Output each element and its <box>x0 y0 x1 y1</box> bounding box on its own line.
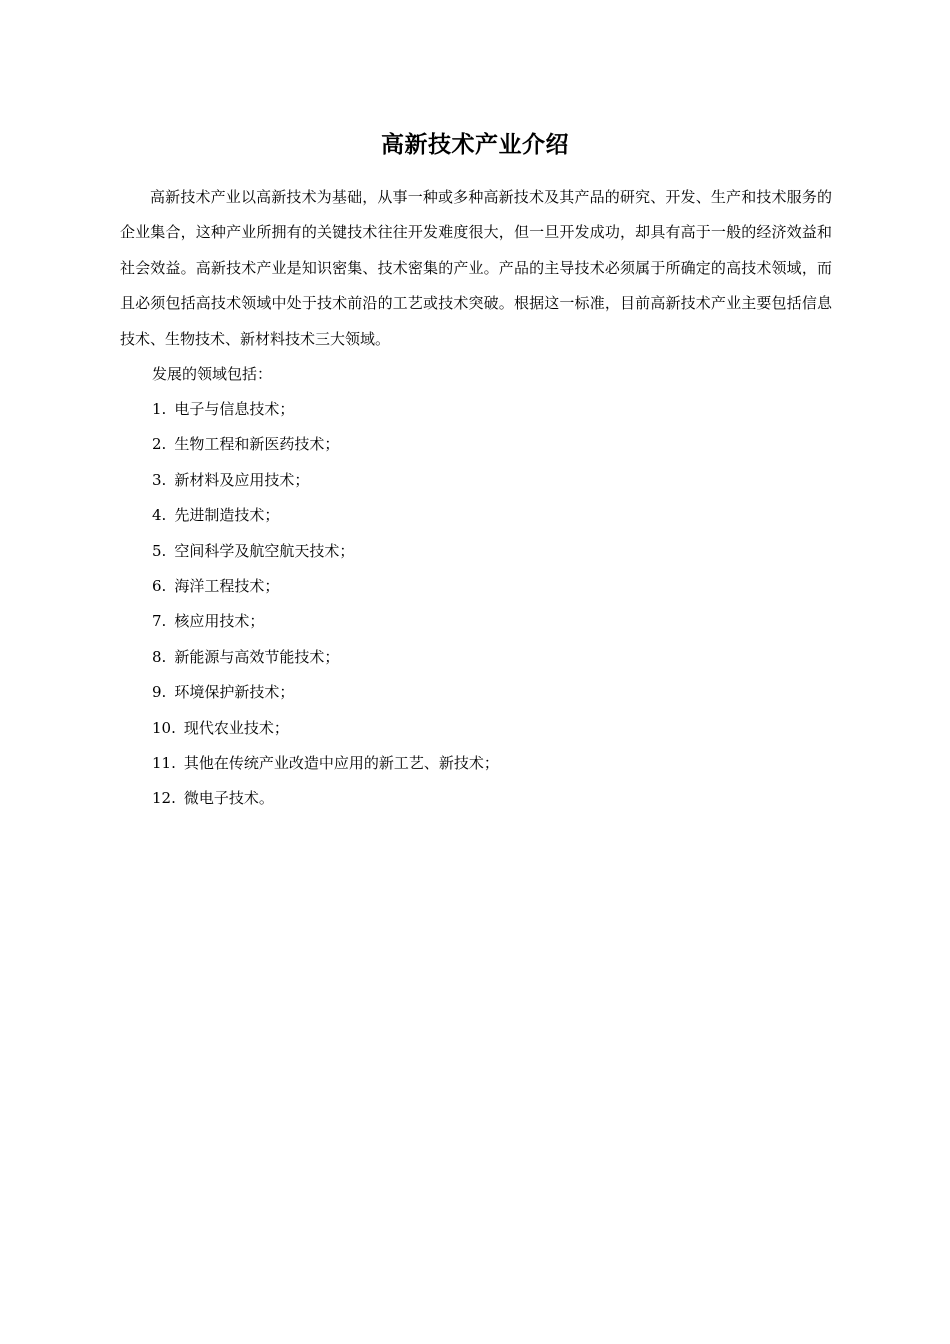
list-item-number: 9. <box>152 683 167 702</box>
list-item <box>152 746 499 781</box>
list-item-number: 6. <box>152 576 167 595</box>
list-item <box>152 640 499 675</box>
list-item <box>152 498 499 533</box>
list-item <box>152 675 499 710</box>
list-item-text: 新材料及应用技术； <box>174 470 310 489</box>
list-item <box>152 604 499 639</box>
list-item-number: 7. <box>152 612 167 631</box>
list-item-number: 3. <box>152 470 167 489</box>
intro-paragraph: 高新技术产业以高新技术为基础，从事一种或多种高新技术及其产品的研究、开发、生产和技术服务的企业集合，这种产业所拥有的关键技术往往开发难度很大，但一旦开发成功，却具有高于一般的经济效益和社会效益。高新技术产业是知识密集、技术密集的产业。产品的主导技术必须属于所确定的高技术领域，而且必须包括高技术领域中处于技术前沿的工艺或技术突破。根据这一标准，目前高新技术产业主要包括信息技术、生物技术、新材料技术三大领域。 <box>120 188 832 348</box>
list-item-number: 1. <box>152 400 167 418</box>
list-item-text: 海洋工程技术； <box>174 576 280 595</box>
list-item-text: 其他在传统产业改造中应用的新工艺、新技术； <box>183 753 499 772</box>
list-item-number: 4. <box>152 506 167 525</box>
list-item-text: 空间科学及航空航天技术； <box>174 541 355 560</box>
list-item-number: 5. <box>152 541 167 560</box>
list-item <box>152 781 499 816</box>
list-item-number: 10. <box>152 718 176 737</box>
list-item <box>152 569 499 604</box>
list-item <box>152 711 499 746</box>
list-item-text: 电子与信息技术； <box>174 400 295 418</box>
list-item-text: 现代农业技术； <box>183 718 289 737</box>
list-item-text: 核应用技术； <box>174 612 265 631</box>
field-list <box>152 392 499 817</box>
page-title: 高新技术产业介绍 <box>381 132 569 158</box>
list-item <box>152 392 499 427</box>
list-intro: 发展的领域包括： <box>152 365 273 383</box>
list-item-text: 微电子技术。 <box>183 789 274 808</box>
list-item <box>152 463 499 498</box>
list-item-number: 12. <box>152 789 176 808</box>
list-item-text: 先进制造技术； <box>174 506 280 525</box>
list-item-number: 11. <box>152 753 176 772</box>
list-item-text: 环境保护新技术； <box>174 683 295 702</box>
list-item <box>152 427 499 462</box>
list-item-text: 新能源与高效节能技术； <box>174 647 340 666</box>
list-item-number: 2. <box>152 435 167 454</box>
list-item-text: 生物工程和新医药技术； <box>174 435 340 454</box>
list-item-number: 8. <box>152 647 167 666</box>
list-item <box>152 534 499 569</box>
